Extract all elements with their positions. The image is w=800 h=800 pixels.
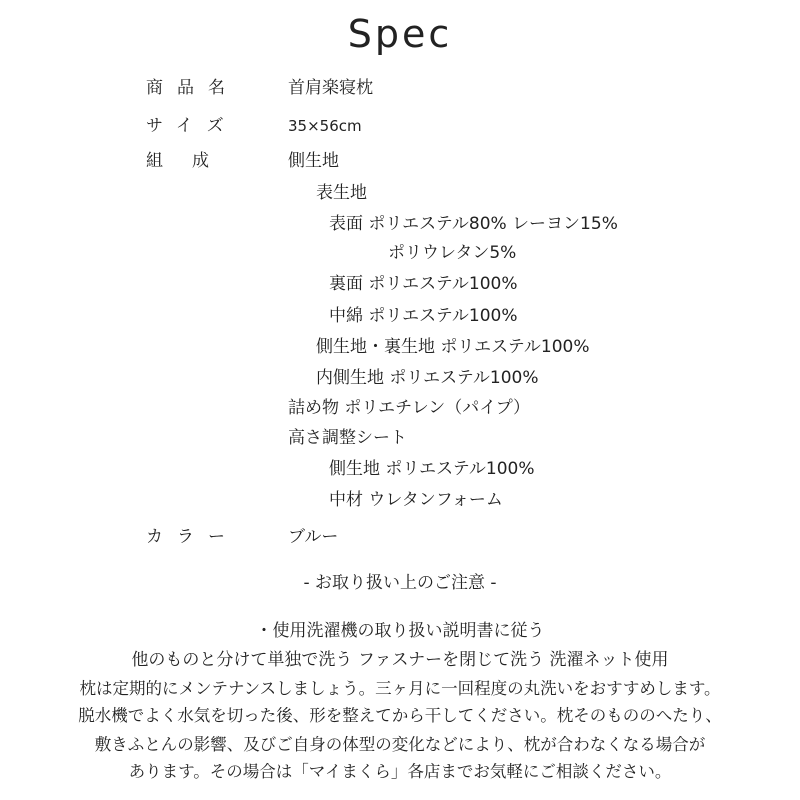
composition-line: 高さ調整シート	[288, 428, 407, 448]
notice-line: 脱水機でよく水気を切った後、形を整えてから干してください。枕そのもののへたり、	[78, 706, 722, 725]
composition-line: 中材 ウレタンフォーム	[329, 490, 503, 510]
page-title: Spec	[347, 12, 453, 56]
notice-line: 敷きふとんの影響、及びご自身の体型の変化などにより、枕が合わなくなる場合が	[94, 735, 706, 754]
notice-line: 他のものと分けて単独で洗う ファスナーを閉じて洗う 洗濯ネット使用	[131, 650, 669, 670]
notice-line: 枕は定期的にメンテナンスしましょう。三ヶ月に一回程度の丸洗いをおすすめします。	[79, 679, 721, 698]
notice-line: ・使用洗濯機の取り扱い説明書に従う	[255, 621, 545, 641]
composition-label: 組 成	[146, 151, 215, 171]
composition-line: 内側生地 ポリエステル100%	[316, 368, 539, 388]
notice-line: あります。その場合は「マイまくら」各店までお気軽にご相談ください。	[128, 762, 672, 781]
composition-line: 側生地・裏生地 ポリエステル100%	[316, 337, 590, 357]
product-name-label: 商品名	[146, 78, 239, 98]
composition-line: 詰め物 ポリエチレン（パイプ）	[288, 398, 530, 418]
color-label: カラー	[146, 527, 239, 547]
composition-line: 表生地	[316, 183, 367, 203]
composition-line: 裏面 ポリエステル100%	[329, 274, 518, 294]
color-value: ブルー	[288, 527, 339, 547]
notice-heading: - お取り扱い上のご注意 -	[303, 573, 497, 593]
product-name-value: 首肩楽寝枕	[288, 78, 373, 98]
composition-line: 側生地 ポリエステル100%	[329, 459, 535, 479]
composition-line: ポリウレタン5%	[388, 243, 517, 263]
composition-line: 側生地	[288, 151, 339, 171]
size-value: 35×56cm	[288, 117, 362, 135]
composition-line: 中綿 ポリエステル100%	[329, 306, 518, 326]
size-label: サイズ	[146, 116, 238, 136]
composition-line: 表面 ポリエステル80% レーヨン15%	[329, 214, 618, 234]
